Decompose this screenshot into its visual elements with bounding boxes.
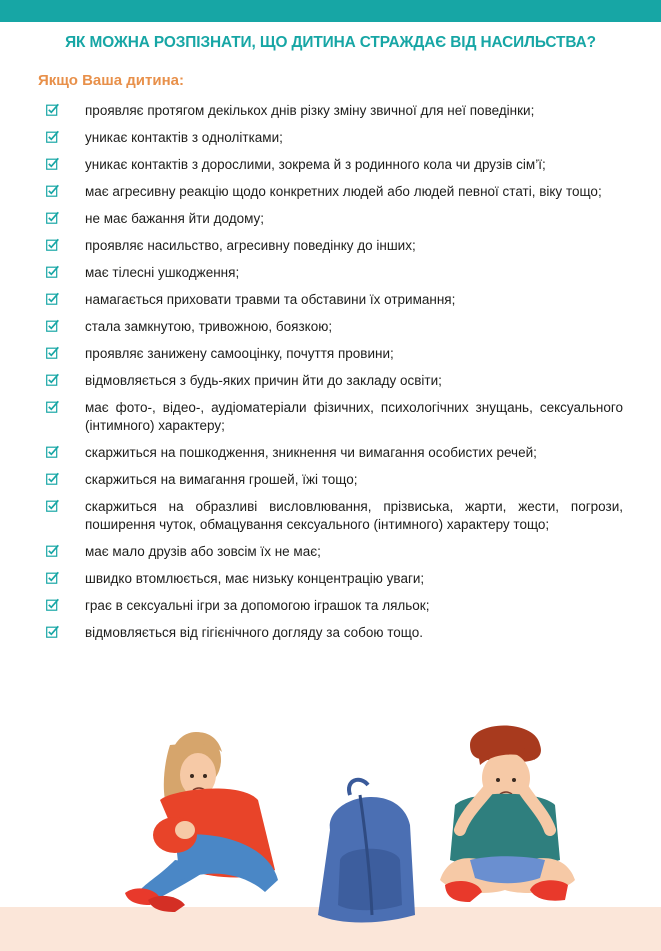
checkbox-checked-icon [46, 373, 59, 386]
list-item-text: має агресивну реакцію щодо конкретних людей або людей певної статі, віку тощо; [85, 184, 602, 199]
checkbox-checked-icon [46, 544, 59, 557]
list-item [46, 210, 623, 237]
list-item-text: уникає контактів з дорослими, зокрема й з родинного кола чи друзів сім’ї; [85, 157, 546, 172]
backpack [318, 780, 415, 923]
list-item-text: стала замкнутою, тривожною, боязкою; [85, 319, 333, 334]
checkbox-checked-icon [46, 103, 59, 116]
list-item [46, 156, 623, 183]
list-item [46, 318, 623, 345]
list-item [46, 102, 623, 129]
list-item-text: не має бажання йти додому; [85, 211, 265, 226]
list-item [46, 264, 623, 291]
list-item [46, 237, 623, 264]
sad-boy-figure [440, 725, 575, 902]
checkbox-checked-icon [46, 346, 59, 359]
checkbox-checked-icon [46, 400, 59, 413]
list-item [46, 543, 623, 570]
list-item-text: грає в сексуальні ігри за допомогою іграшок та ляльок; [85, 598, 430, 613]
list-item [46, 570, 623, 597]
list-item-text: скаржиться на пошкодження, зникнення чи вимагання особистих речей; [85, 445, 537, 460]
list-item-text: скаржиться на вимагання грошей, їжі тощо; [85, 472, 358, 487]
list-item-text: уникає контактів з однолітками; [85, 130, 283, 145]
list-item-text: проявляє насильство, агресивну поведінку до інших; [85, 238, 416, 253]
list-item-text: відмовляється з будь-яких причин йти до закладу освіти; [85, 373, 442, 388]
list-item-text: проявляє занижену самооцінку, почуття провини; [85, 346, 394, 361]
list-item [46, 444, 623, 471]
checkbox-checked-icon [46, 211, 59, 224]
checkbox-checked-icon [46, 157, 59, 170]
list-item-text: проявляє протягом декількох днів різку зміну звичної для неї поведінки; [85, 103, 535, 118]
list-item-text: скаржиться на образливі висловлювання, прізвиська, жарти, жести, погрози, поширення чуток, обмацування сексуального (інтимного) характеру тощо; [85, 499, 623, 532]
checkbox-checked-icon [46, 292, 59, 305]
list-item-text: швидко втомлюється, має низьку концентрацію уваги; [85, 571, 425, 586]
list-item-text: має мало друзів або зовсім їх не має; [85, 544, 321, 559]
sad-children-illustration [0, 690, 661, 951]
list-item [46, 345, 623, 372]
checkbox-checked-icon [46, 130, 59, 143]
list-item [46, 471, 623, 498]
sad-girl-figure [125, 732, 278, 912]
checkbox-checked-icon [46, 499, 59, 512]
list-item [46, 129, 623, 156]
checkbox-checked-icon [46, 319, 59, 332]
checkbox-checked-icon [46, 238, 59, 251]
warning-signs-list [46, 102, 623, 651]
page-title: ЯК МОЖНА РОЗПІЗНАТИ, ЩО ДИТИНА СТРАЖДАЄ ВІД НАСИЛЬСТВА? [65, 34, 596, 51]
checkbox-checked-icon [46, 472, 59, 485]
list-item [46, 183, 623, 210]
checkbox-checked-icon [46, 571, 59, 584]
list-item [46, 291, 623, 318]
list-item [46, 624, 623, 651]
intro-heading: Якщо Ваша дитина: [38, 72, 184, 89]
list-item [46, 498, 623, 543]
checkbox-checked-icon [46, 265, 59, 278]
checkbox-checked-icon [46, 625, 59, 638]
list-item-text: має фото-, відео-, аудіоматеріали фізичних, психологічних знущань, сексуального (інтимного) характеру; [85, 400, 623, 433]
list-item-text: намагається приховати травми та обставини їх отримання; [85, 292, 456, 307]
list-item-text: має тілесні ушкодження; [85, 265, 240, 280]
list-item-text: відмовляється від гігієнічного догляду за собою тощо. [85, 625, 423, 640]
list-item [46, 597, 623, 624]
checkbox-checked-icon [46, 184, 59, 197]
top-color-band [0, 0, 661, 22]
list-item [46, 372, 623, 399]
checkbox-checked-icon [46, 598, 59, 611]
checkbox-checked-icon [46, 445, 59, 458]
list-item [46, 399, 623, 444]
